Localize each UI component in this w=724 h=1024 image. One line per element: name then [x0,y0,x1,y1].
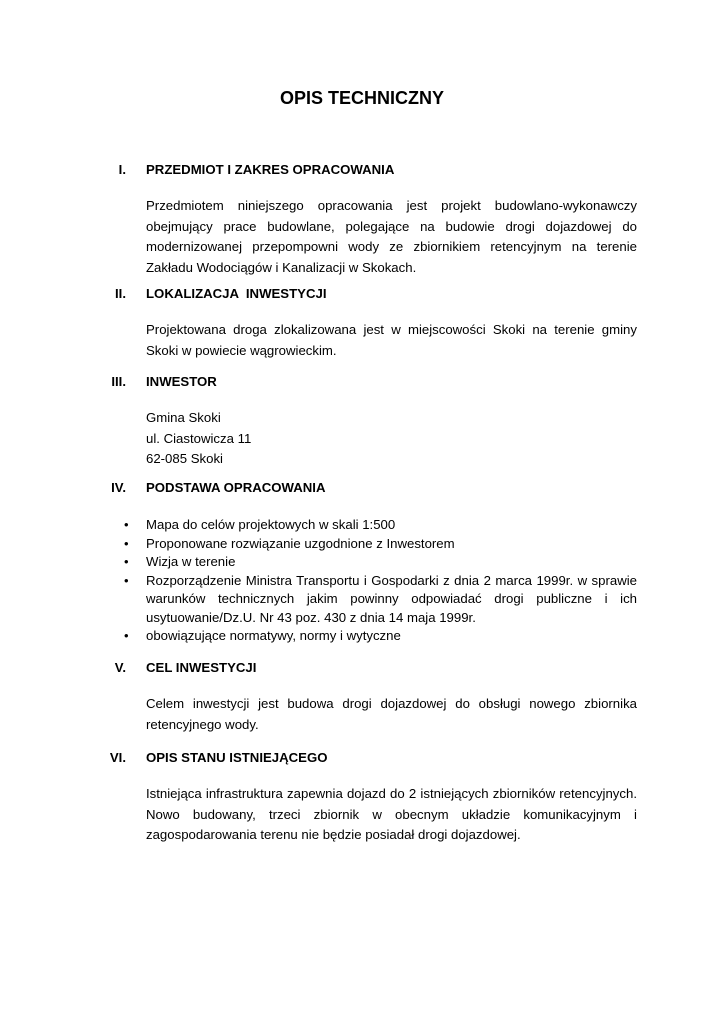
section-1 [0,160,724,278]
section-3-heading-row [0,372,724,392]
investor-street: ul. Ciastowicza 11 [146,430,252,446]
section-5-number: V. [114,660,126,675]
section-1-heading-row [0,160,724,180]
list-item: • Proponowane rozwiązanie uzgodnione z Inwestorem [146,535,637,554]
bullet-icon: • [124,535,129,551]
section-4-number: IV. [111,480,126,495]
section-6-paragraph: Istniejąca infrastruktura zapewnia dojazd do 2 istniejących zbiorników retencyjnych. Nowo budowany, trzeci zbiornik w obecnym układzie komunikacyjnym i zagospodarowania terenu nie będzie posiadał drogi dojazdowej. [146,786,637,842]
section-1-heading: PRZEDMIOT I ZAKRES OPRACOWANIA [146,162,395,177]
list-item: • Rozporządzenie Ministra Transportu i Gospodarki z dnia 2 marca 1999r. w sprawie warunków technicznych jakim powinny odpowiadać drogi publiczne i ich usytuowanie/Dz.U. Nr 43 poz. 430 z dnia 14 maja 1999r. [124,572,637,625]
document-title: OPIS TECHNICZNY [279,88,444,108]
section-5 [0,658,724,735]
section-2-paragraph: Projektowana droga zlokalizowana jest w miejscowości Skoki na terenie gminy Skoki w powiecie wągrowieckim. [146,322,637,358]
list-item: • Wizja w terenie [146,553,637,572]
bullet-icon: • [124,628,129,643]
bullet-icon: • [124,572,129,588]
section-6-heading: OPIS STANU ISTNIEJĄCEGO [146,750,328,765]
bullet-icon: • [124,517,129,532]
section-2-heading: LOKALIZACJA INWESTYCJI [146,286,327,301]
investor-postcode-city: 62-085 Skoki [146,451,223,466]
section-6 [0,748,724,846]
section-2-number: II. [115,286,126,301]
section-6-number: VI. [109,750,126,765]
section-6-heading-row [0,748,724,768]
section-1-paragraph: Przedmiotem niniejszego opracowania jest projekt budowlano-wykonawczy obejmujący prace budowlane, polegające na budowie drogi dojazdowej do modernizowanej przepompowni wody ze zbiornikiem retencyjnym na terenie Zakładu Wodociągów i Kanalizacji w Skokach. [146,198,637,275]
list-item: • Mapa do celów projektowych w skali 1:500 [146,516,637,535]
section-3-heading: INWESTOR [146,374,217,389]
section-4 [0,478,724,646]
section-3 [0,372,724,470]
section-3-number: III. [111,374,126,389]
section-5-heading: CEL INWESTYCJI [146,660,257,675]
section-1-number: I. [118,162,126,177]
section-4-heading: PODSTAWA OPRACOWANIA [146,480,326,495]
section-5-paragraph: Celem inwestycji jest budowa drogi dojazdowej do obsługi nowego zbiornika retencyjnego wody. [146,696,637,732]
section-2-heading-row [0,284,724,304]
investor-name: Gmina Skoki [146,410,221,425]
bullet-icon: • [124,554,129,569]
section-5-heading-row [0,658,724,678]
list-item: • obowiązujące normatywy, normy i wytyczne [146,627,637,646]
basis-list [0,516,724,646]
section-2 [0,284,724,361]
section-4-heading-row [0,478,724,498]
